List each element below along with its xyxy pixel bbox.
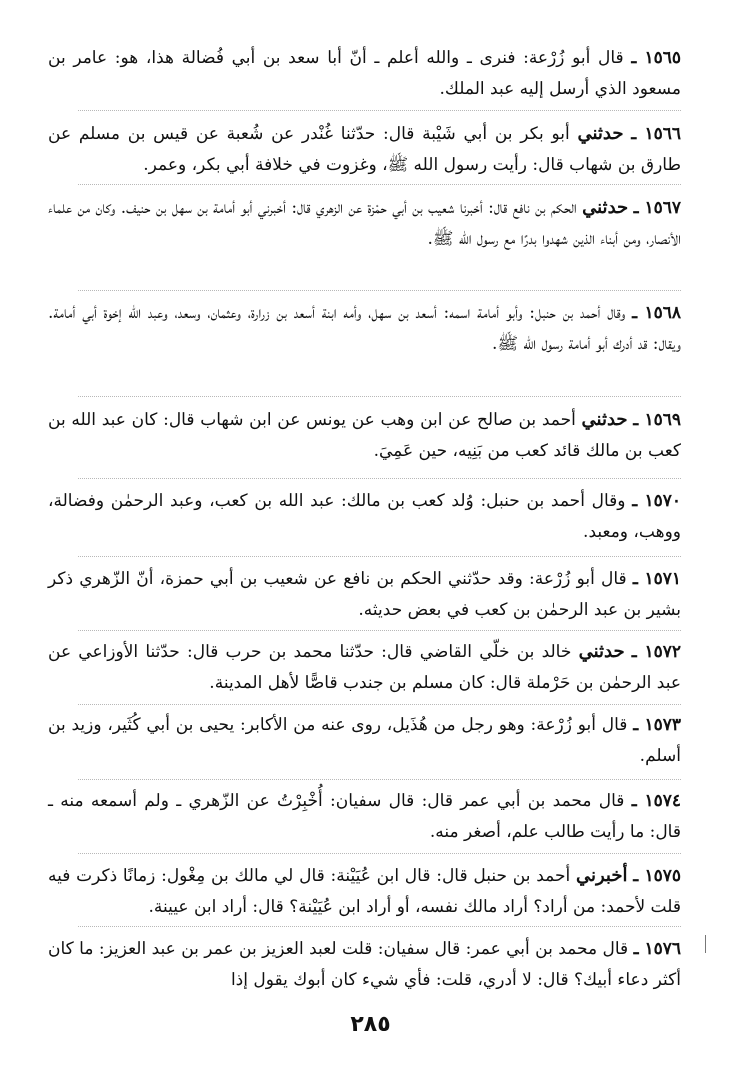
entry-number: ١٥٧٢ ـ bbox=[631, 642, 681, 662]
entry-text: قال أبو زُرْعة: وهو رجل من هُذَيل، روى عنه من الأكابر: يحيى بن أبي كُثَير، وزيد بن أسلم. bbox=[48, 715, 681, 766]
entry-number: ١٥٧٦ ـ bbox=[633, 939, 681, 959]
entry-number: ١٥٧١ ـ bbox=[632, 569, 682, 589]
entry-1573 bbox=[48, 710, 681, 772]
entry-1569 bbox=[48, 404, 681, 467]
entry-text: الحكم بن نافع قال: أخبرنا شعيب بن أبي حمْزة عن الزهري قال: أخبرني أبو أمامة بن سهل بن حنيف. وكان من علماء الأنصار، ومن أبناء الذين شهدوا بدرًا مع رسول الله ﷺ. bbox=[48, 198, 681, 249]
entry-text: وقال أحمد بن حنبل: وُلد كعب بن مالك: عبد الله بن كعب، وعبد الرحمٰن وفضالة، ووهب، ومعبد. bbox=[48, 491, 681, 542]
entry-text: وقال أحمد بن حنبل: وأبو أمامة اسمه: أسعد بن سهل، وأمه ابنة أسعد بن زرارة، وعثمان، وسعد، وعبد الله إخوة أبي أمامة. ويقال: قد أدرك أبو أمامة رسول الله ﷺ. bbox=[48, 303, 681, 354]
entry-text: خالد بن خلّي القاضي قال: حدّثنا محمد بن حرب قال: حدّثنا الأوزاعي عن عبد الرحمٰن بن حَرْملة قال: كان مسلم بن جندب قاصًّا لأهل المدينة. bbox=[48, 642, 681, 693]
entry-keyword: حدثني bbox=[578, 641, 625, 662]
entry-divider bbox=[78, 396, 681, 397]
entry-1570 bbox=[48, 486, 681, 548]
entry-1572 bbox=[48, 636, 681, 699]
entry-number: ١٥٧٣ ـ bbox=[633, 715, 681, 735]
entry-text: أحمد بن حنبل قال: قال ابن عُيَيْنة: قال لي مالك بن مِغْول: زمانًا ذكرت فيه قلت لأحمد: من أراد؟ أراد مالك نفسه، أو أراد ابن عُيَيْنة؟ قال: أراد ابن عيينة. bbox=[48, 866, 681, 917]
entry-1575 bbox=[48, 860, 681, 923]
entry-number: ١٥٧٤ ـ bbox=[631, 791, 682, 811]
entry-keyword: حدثني bbox=[582, 197, 629, 218]
entry-1566 bbox=[48, 118, 681, 181]
entry-1574 bbox=[48, 786, 681, 848]
entry-divider bbox=[78, 478, 681, 479]
entry-number: ١٥٦٨ ـ bbox=[632, 303, 682, 323]
entry-keyword: حدثني bbox=[577, 123, 624, 144]
entry-text: أحمد بن صالح عن ابن وهب عن يونس عن ابن شهاب قال: كان عبد الله بن كعب بن مالك قائد كعب من بَنِيه، حين عَمِيَ. bbox=[48, 410, 681, 461]
entry-divider bbox=[78, 704, 681, 705]
entry-keyword: حدثني bbox=[581, 409, 628, 430]
entry-text: قال أبو زُرْعة: فنرى ـ والله أعلم ـ أنّ أبا سعد بن أبي فُضالة هذا، هو: عامر بن مسعود الذي أرسل إليه عبد الملك. bbox=[48, 48, 681, 99]
entry-number: ١٥٦٥ ـ bbox=[631, 48, 682, 68]
entry-text: أبو بكر بن أبي شَيْبة قال: حدّثنا غُنْدر عن شُعبة عن قيس بن مسلم عن طارق بن شهاب قال: رأيت رسول الله ﷺ، وغزوت في خلافة أبي بكر، وعمر. bbox=[48, 124, 681, 175]
entry-1571 bbox=[48, 564, 681, 626]
entry-divider bbox=[78, 853, 681, 854]
entry-1567 bbox=[48, 192, 681, 255]
entry-number: ١٥٦٦ ـ bbox=[631, 124, 682, 144]
entry-divider bbox=[78, 556, 681, 557]
entry-number: ١٥٧٠ ـ bbox=[632, 491, 681, 511]
entry-text: قال محمد بن أبي عمر: قال سفيان: قلت لعبد العزيز بن عمر بن عبد العزيز: ما كان أكثر دعاء أبيك؟ قال: لا أدري، قلت: فأي شيء كان أبوك يقول إذا bbox=[48, 939, 681, 990]
margin-mark bbox=[705, 935, 706, 953]
entry-divider bbox=[78, 779, 681, 780]
entry-1576 bbox=[48, 934, 681, 996]
entry-divider bbox=[78, 110, 681, 111]
entry-number: ١٥٧٥ ـ bbox=[633, 866, 682, 886]
entry-divider bbox=[78, 184, 681, 185]
page-number: ٢٨٥ bbox=[350, 1012, 391, 1037]
entry-text: قال أبو زُرْعة: وقد حدّثني الحكم بن نافع عن شعيب بن أبي حمزة، أنّ الزّهري ذكر بشير بن عبد الرحمٰن بن كعب في بعض حديثه. bbox=[48, 569, 681, 620]
entry-divider bbox=[78, 630, 681, 631]
entry-1568 bbox=[48, 298, 681, 360]
entry-text: قال محمد بن أبي عمر قال: قال سفيان: أُخْبِرْتُ عن الزّهري ـ ولم أسمعه منه ـ قال: ما رأيت طالب علم، أصغر منه. bbox=[48, 791, 681, 842]
entry-number: ١٥٦٩ ـ bbox=[633, 410, 682, 430]
entry-number: ١٥٦٧ ـ bbox=[633, 198, 682, 218]
entry-divider bbox=[78, 926, 681, 927]
entry-divider bbox=[78, 290, 681, 291]
entry-1565 bbox=[48, 43, 681, 105]
entry-keyword: أخبرني bbox=[575, 865, 628, 886]
